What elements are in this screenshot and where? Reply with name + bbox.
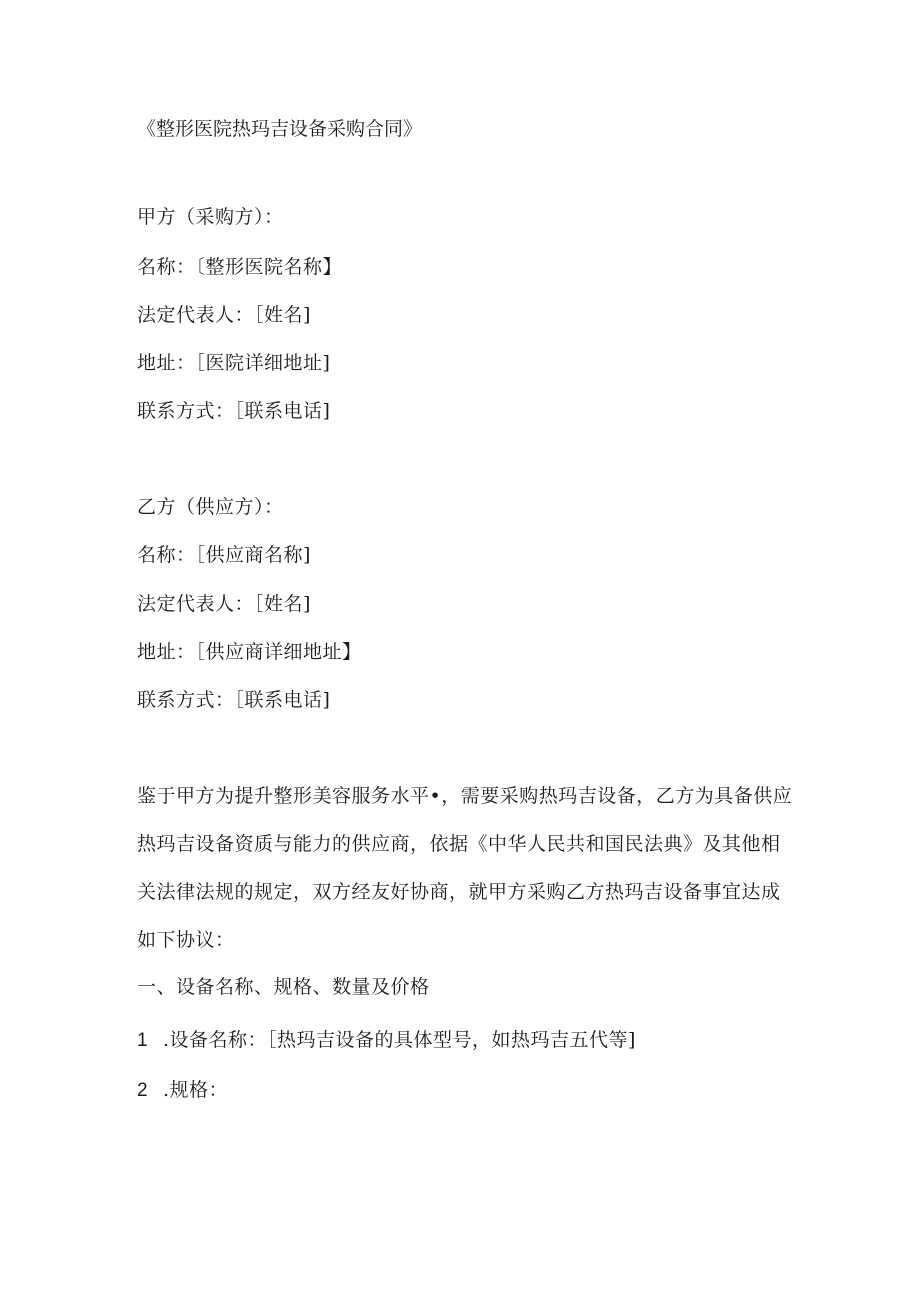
party-b-name: 名称：［供应商名称] (137, 544, 311, 566)
party-a-name: 名称：〔整形医院名称】 (137, 256, 343, 278)
party-a-contact: 联系方式：［联系电话] (137, 400, 331, 422)
item-text: .设备名称：［热玛吉设备的具体型号，如热玛吉五代等] (163, 1029, 636, 1051)
section-1-item (137, 1078, 228, 1103)
party-b-contact: 联系方式：［联系电话] (137, 689, 331, 711)
item-number: 1 (137, 1030, 149, 1051)
party-a-representative: 法定代表人：［姓名] (137, 304, 311, 326)
contract-title: 《整形医院热玛吉设备采购合同》 (137, 118, 423, 140)
party-b-address: 地址：［供应商详细地址】 (137, 641, 362, 663)
party-a-address: 地址：［医院详细地址] (137, 352, 331, 374)
party-a-heading: 甲方（采购方）： (137, 206, 284, 228)
section-1-item (137, 1028, 636, 1053)
party-b-representative: 法定代表人：［姓名] (137, 593, 311, 615)
section-1-heading: 一、设备名称、规格、数量及价格 (137, 976, 430, 998)
item-text: .规格： (163, 1079, 229, 1101)
party-b-heading: 乙方（供应方）： (137, 496, 284, 518)
recital-paragraph: 鉴于甲方为提升整形美容服务水平•，需要采购热玛吉设备，乙方为具备供应热玛吉设备资质与能力的供应商，依据《中华人民共和国民法典》及其他相关法律法规的规定，双方经友好协商，就甲方采购乙方热玛吉设备事宜达成如下协议： (137, 785, 793, 951)
item-number: 2 (137, 1080, 149, 1101)
